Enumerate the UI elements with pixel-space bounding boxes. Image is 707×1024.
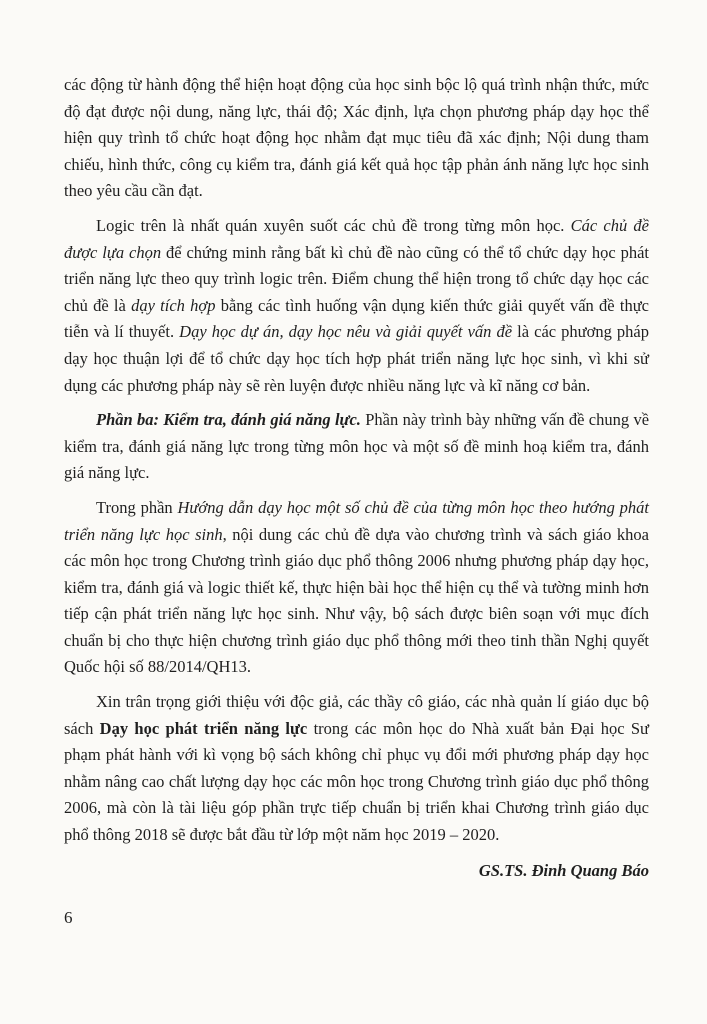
- paragraph-3-text: Phần này trình bày những vấn đề chung về kiểm tra, đánh giá năng lực trong từng môn học và một số đề minh hoạ kiểm tra, đánh giá năng lực.: [64, 410, 650, 483]
- paragraph-2: [64, 213, 649, 399]
- part-three-heading: Phần ba: Kiểm tra, đánh giá năng lực.: [96, 410, 361, 430]
- paragraph-5-text-c: trong các môn học do Nhà xuất bản Đại học Sư phạm phát hành với kì vọng bộ sách không chỉ phục vụ đổi mới phương pháp dạy học nhằm nâng cao chất lượng dạy học các môn học trong Chương trình giáo dục phổ thông 2006, mà còn là tài liệu góp phần trực tiếp chuẩn bị triển khai Chương trình giáo dục phổ thông 2018 sẽ được bắt đầu từ lớp một năm học 2019 – 2020.: [64, 718, 649, 845]
- author-signature: GS.TS. Đinh Quang Báo: [478, 860, 649, 880]
- paragraph-1: [64, 72, 649, 205]
- paragraph-2-italic-methods: Dạy học dự án, dạy học nêu và giải quyết vấn đề: [179, 322, 513, 342]
- paragraph-4-text-c: , nội dung các chủ đề dựa vào chương trình và sách giáo khoa các môn học trong Chương trình giáo dục phổ thông 2006 nhưng phương pháp dạy học, kiểm tra, đánh giá và logic thiết kế, thực hiện bài học thể hiện cụ thể và tường minh hơn tiếp cận phát triển năng lực học sinh. Như vậy, bộ sách được biên soạn với mục đích chuẩn bị cho thực hiện chương trình giáo dục phổ thông mới theo tinh thần Nghị quyết Quốc hội số 88/2014/QH13.: [64, 524, 649, 677]
- paragraph-5-text-a: Xin trân trọng giới thiệu với độc giả, các thầy cô giáo, các nhà quản lí giáo dục bộ sách: [64, 692, 649, 738]
- page-number: 6: [64, 908, 73, 927]
- paragraph-1-text: các động từ hành động thể hiện hoạt động của học sinh bộc lộ quá trình nhận thức, mức độ đạt được nội dung, năng lực, thái độ; Xác định, lựa chọn phương pháp dạy học thể hiện quy trình tổ chức hoạt động học nhằm đạt mục tiêu đã xác định; Nội dung tham chiếu, hình thức, công cụ kiểm tra, đánh giá kết quả học tập phản ánh năng lực học sinh theo yêu cầu cần đạt.: [64, 75, 649, 201]
- paragraph-2-text-g: là các phương pháp dạy học thuận lợi để tổ chức dạy học tích hợp phát triển năng lực học sinh, vì khi sử dụng các phương pháp này sẽ rèn luyện được nhiều năng lực và kĩ năng cơ bản.: [64, 322, 649, 395]
- paragraph-2-text-c: để chứng minh rằng bất kì chủ đề nào cũng có thể tổ chức dạy học phát triển năng lực theo quy trình logic trên. Điểm chung thể hiện trong tổ chức dạy học các chủ đề là: [64, 242, 649, 315]
- paragraph-4-italic-guide-title: Hướng dẫn dạy học một số chủ đề của từng môn học theo hướng phát triển năng lực học sinh: [64, 497, 649, 544]
- paragraph-2-text-e: bằng các tình huống vận dụng kiến thức giải quyết vấn đề thực tiễn và lí thuyết.: [64, 295, 649, 342]
- paragraph-2-italic-chosen-topics: Các chủ đề được lựa chọn: [64, 215, 649, 262]
- paragraph-2-italic-integrated-teaching: dạy tích hợp: [131, 295, 216, 315]
- paragraph-4: [64, 495, 649, 681]
- paragraph-4-text-a: Trong phần: [96, 497, 178, 517]
- paragraph-3: [64, 407, 649, 487]
- paragraph-2-text-a: Logic trên là nhất quán xuyên suốt các chủ đề trong từng môn học.: [96, 215, 571, 235]
- paragraph-5: [64, 689, 649, 849]
- paragraph-5-bold-book-title: Dạy học phát triển năng lực: [99, 718, 308, 738]
